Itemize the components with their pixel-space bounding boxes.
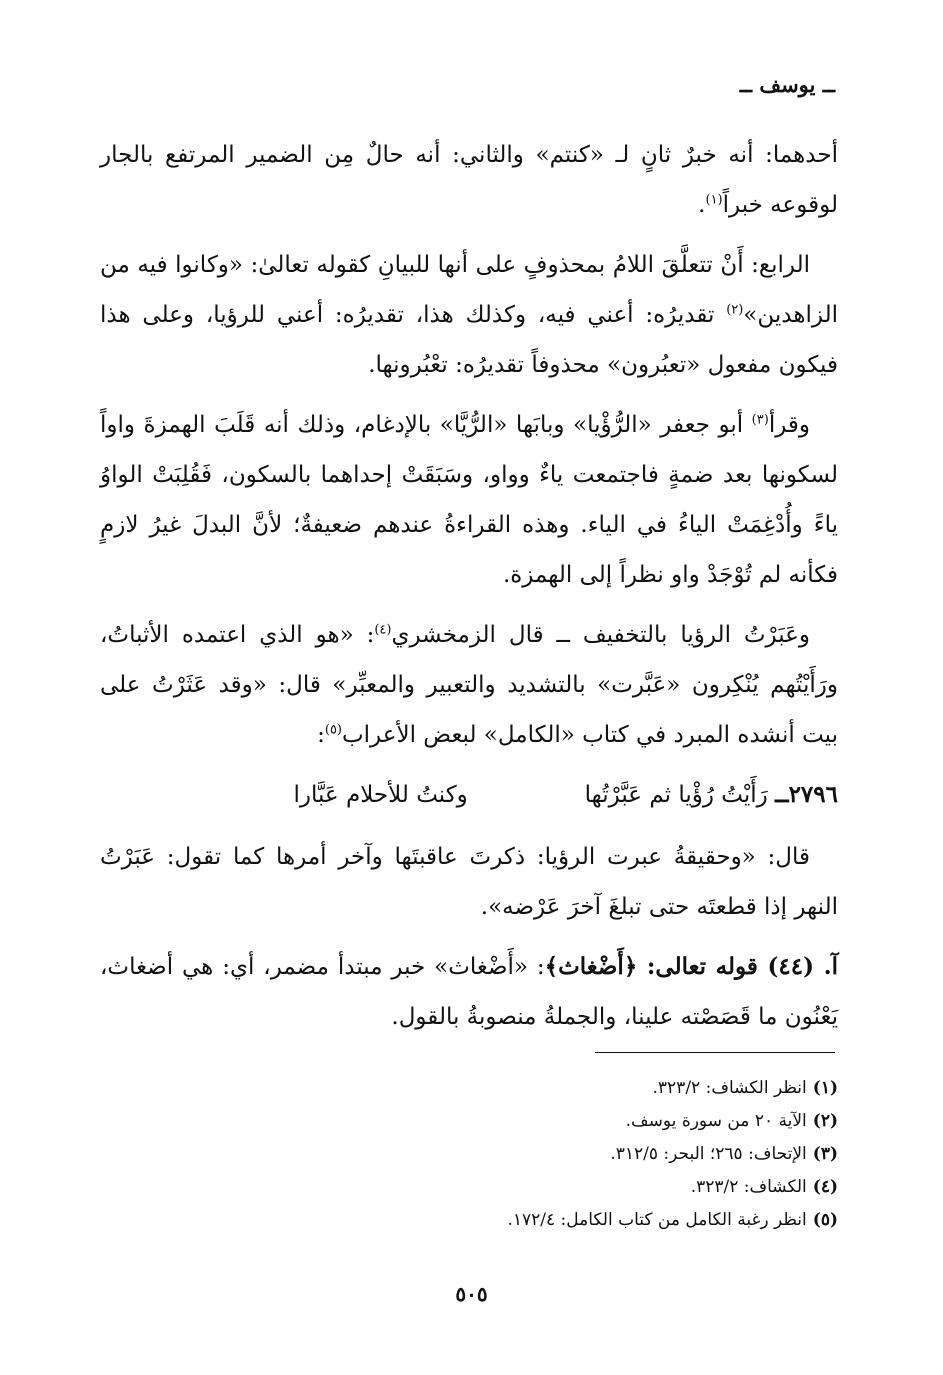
footnote-4 xyxy=(507,1171,838,1204)
paragraph-4 xyxy=(100,610,838,760)
paragraph-3-end: أبو جعفر «الرُّؤْيا» وبابَها «الرُّيَّا» بالإدغام، وذلك أنه قَلَبَ الهمزةَ واواً لسكونها بعد ضمةٍ فاجتمعت ياءٌ وواو، وسَبَقَتْ إحداهما بالسكون، فَقُلِبَتْ الواوُ ياءً وأُدْغِمَتْ الياءُ في الياء. وهذه القراءةُ عندهم ضعيفةٌ؛ لأنَّ البدلَ غيرُ لازمٍ فكأنه لم تُوْجَدْ واو نظراً إلى الهمزة. xyxy=(100,412,838,588)
footnotes xyxy=(507,1072,838,1237)
paragraph-5-text: قال: «وحقيقةُ عبرت الرؤيا: ذكرتَ عاقبتَها وآخر أمرها كما تقول: عَبَرْتُ النهر إذا قطعتَه حتى تبلغَ آخرَ عَرْضه». xyxy=(100,844,838,920)
paragraph-4-text: وعَبَرْتُ الرؤيا بالتخفيف ــ قال الزمخشري xyxy=(391,622,810,648)
footnote-1-text: انظر الكشاف: ٣٢٣/٢. xyxy=(652,1078,807,1098)
paragraph-2-end: تقديرُه: أعني فيه، وكذلك هذا، تقديرُه: أعني للرؤيا، وعلى هذا فيكون مفعول «تعبُرون» محذوفاً تقديرُه: تعْبُرونها. xyxy=(100,302,838,378)
verse-44-text: : «أَضْغاث» خبر مبتدأ مضمر، أي: هي أضغاث، يَعْنُون ما قَصَصْته علينا، والجملةُ منصوبةُ بالقول. xyxy=(100,954,838,1030)
paragraph-1 xyxy=(100,130,838,230)
paragraph-1-end: . xyxy=(698,192,706,218)
verse-first-hemistich: رَأَيْتُ رُؤْيا ثم عَبَّرْتُها xyxy=(584,782,768,808)
verse-44-heading: آ. (٤٤) قوله تعالى: ﴿أَضْغاث﴾ xyxy=(544,953,838,980)
paragraph-2-text: الرابع: أَنْ تتعلَّقَ اللامُ بمحذوفٍ على أنها للبيانِ كقوله تعالىٰ: «وكانوا فيه من الزاهدين» xyxy=(100,252,838,328)
footnote-ref-4[interactable]: (٤) xyxy=(374,622,392,638)
footnote-5 xyxy=(507,1204,838,1237)
verse-second-hemistich: وكنتُ للأحلام عَبَّارا xyxy=(293,782,468,808)
footnote-5-number: (٥) xyxy=(812,1210,838,1230)
footnote-ref-1[interactable]: (١) xyxy=(705,192,723,208)
footnote-3-number: (٣) xyxy=(812,1144,838,1164)
page-number: ٥٠٥ xyxy=(455,1282,488,1306)
footnote-ref-2[interactable]: (٢) xyxy=(726,302,744,318)
running-header: ــ يوسف ــ xyxy=(739,72,835,97)
main-text xyxy=(100,130,838,1052)
footnote-5-text: انظر رغبة الكامل من كتاب الكامل: ١٧٢/٤. xyxy=(507,1210,807,1230)
paragraph-4-end: : «هو الذي اعتمده الأثباتُ، ورَأَيْتُهم يُنْكِرون «عَبَّرت» بالتشديد والتعبير والمعبِّر» قال: «وقد عَثَرْتُ على بيت أنشده المبرد في كتاب «الكامل» لبعض الأعراب xyxy=(100,622,838,748)
footnote-2 xyxy=(507,1105,838,1138)
footnote-3-text: الإتحاف: ٢٦٥؛ البحر: ٣١٢/٥. xyxy=(610,1144,807,1164)
paragraph-4-colon: : xyxy=(317,722,325,748)
paragraph-3-text: وقرأ xyxy=(768,412,810,438)
footnote-2-text: الآية ٢٠ من سورة يوسف. xyxy=(625,1111,807,1131)
paragraph-3 xyxy=(100,400,838,600)
footnote-1 xyxy=(507,1072,838,1105)
footnote-2-number: (٢) xyxy=(812,1111,838,1131)
footnote-ref-5[interactable]: (٥) xyxy=(324,722,342,738)
footnote-1-number: (١) xyxy=(812,1078,838,1098)
poetry-verse xyxy=(100,770,838,820)
footnote-separator xyxy=(595,1052,835,1053)
footnote-4-number: (٤) xyxy=(812,1177,838,1197)
verse-number: ٢٧٩٦ــ xyxy=(775,781,838,808)
footnote-3 xyxy=(507,1138,838,1171)
footnote-4-text: الكشاف: ٣٢٣/٢. xyxy=(690,1177,807,1197)
paragraph-5 xyxy=(100,832,838,932)
footnote-ref-3[interactable]: (٣) xyxy=(751,412,769,428)
paragraph-1-text: أحدهما: أنه خبرٌ ثانٍ لـ «كنتم» والثاني: أنه حالٌ مِن الضمير المرتفع بالجار لوقوعه خبراً xyxy=(100,142,838,218)
paragraph-verse-44 xyxy=(100,942,838,1042)
paragraph-2 xyxy=(100,240,838,390)
